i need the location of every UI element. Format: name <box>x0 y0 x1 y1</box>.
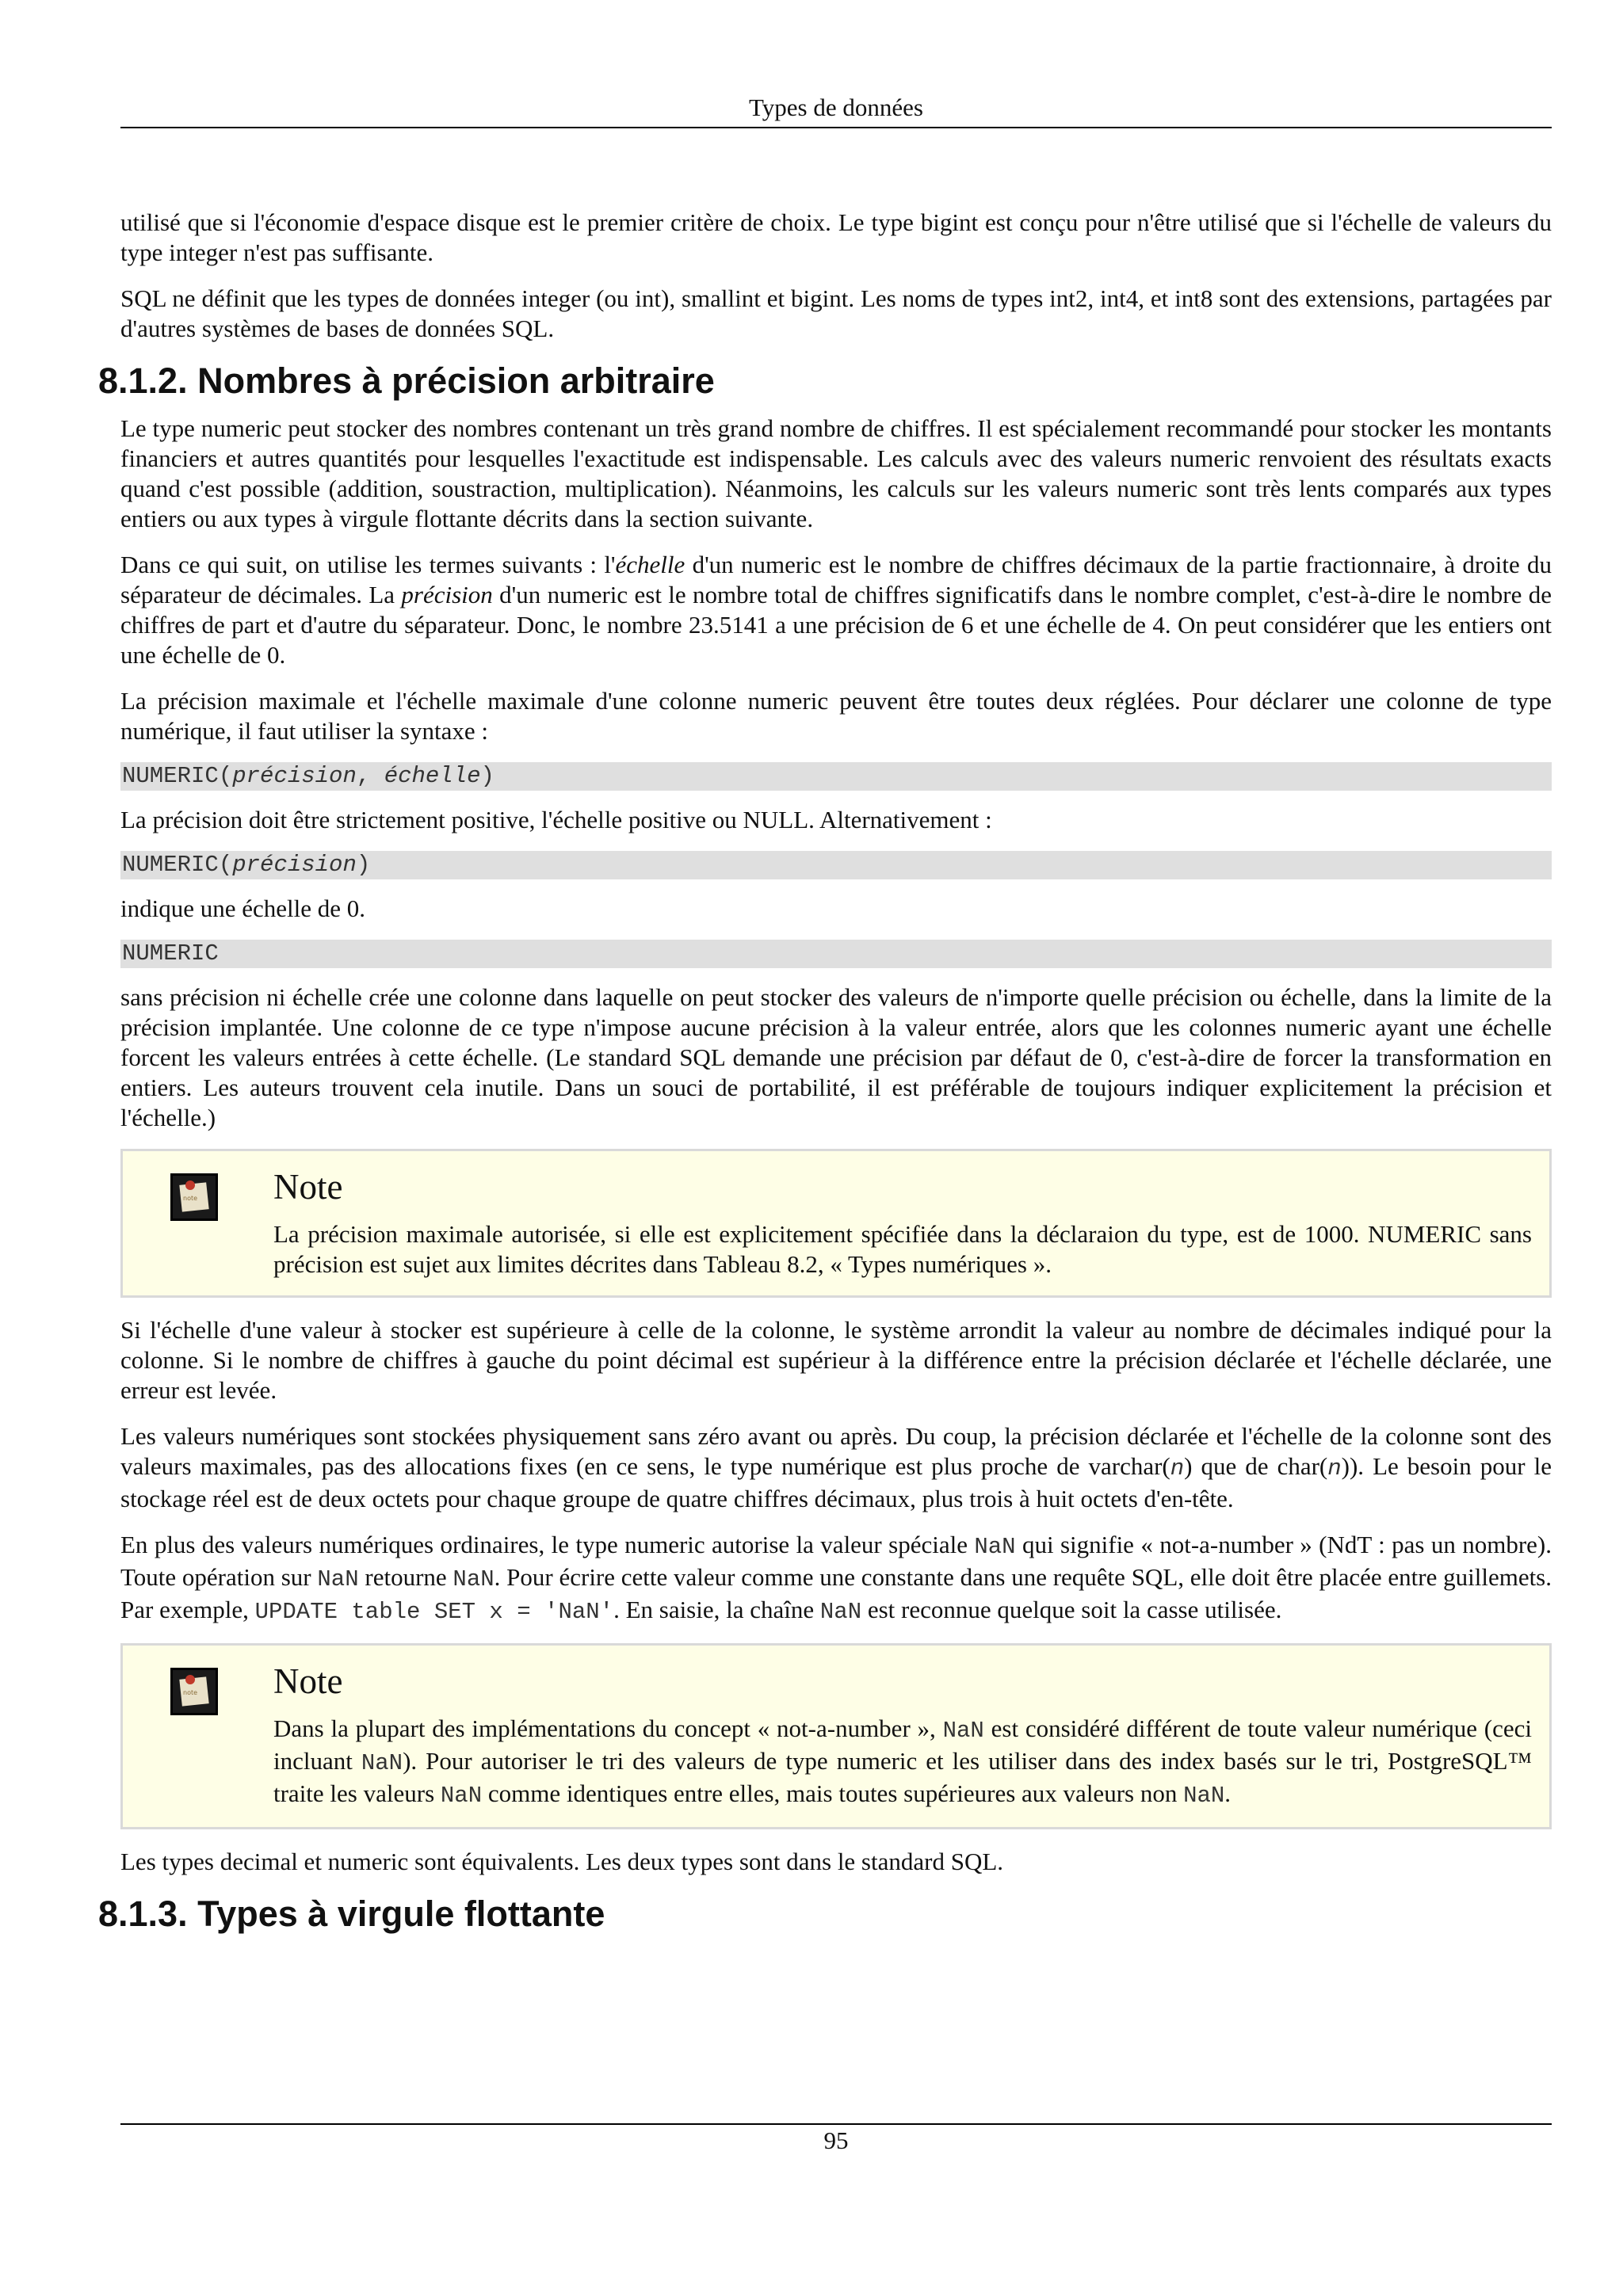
note-body <box>273 1714 1532 1811</box>
text-run: ) que de char( <box>1184 1452 1328 1480</box>
text-run: En plus des valeurs numériques ordinaires, le type numeric autorise la valeur spéciale <box>120 1531 975 1558</box>
syntax-intro-paragraph: La précision maximale et l'échelle maximale d'une colonne numeric peuvent être toutes deux réglées. Pour déclarer une colonne de type numérique, il faut utiliser la syntaxe : <box>120 687 1552 745</box>
note-pin-shape <box>185 1180 195 1190</box>
code-keyword: NUMERIC( <box>122 763 233 789</box>
code-arg-precision: précision <box>232 763 357 789</box>
text-run: qui signifie « not-a-number » (NdT : pas un nombre). Toute opération sur <box>120 1531 1552 1591</box>
text-run: comme identiques entre elles, mais toutes supérieures aux valeurs non <box>482 1779 1184 1807</box>
note-box-nan <box>120 1643 1552 1829</box>
code-arg-precision: précision <box>232 852 357 878</box>
decimal-equivalence-paragraph: Les types decimal et numeric sont équivalents. Les deux types sont dans le standard SQL. <box>120 1848 1004 1875</box>
text-run: Dans la plupart des implémentations du concept « not-a-number », <box>273 1714 943 1742</box>
note-title: Note <box>273 1167 343 1207</box>
text-run: )). Le besoin pour le stockage réel est de deux octets pour chaque groupe de quatre chiffres décimaux, plus trois à huit octets d'en-tête. <box>120 1452 1552 1512</box>
page-content <box>98 208 1552 1947</box>
code-numeric-precision-scale <box>120 762 1552 791</box>
section-heading-8-1-3: 8.1.3. Types à virgule flottante <box>98 1894 605 1934</box>
code-keyword: NUMERIC( <box>122 852 233 878</box>
text-run: d'un numeric est le nombre de chiffres décimaux de la partie fractionnaire, à droite du séparateur de décimales. La <box>120 551 1552 608</box>
param-n: n <box>1327 1455 1342 1482</box>
intro-paragraph-1: utilisé que si l'économie d'espace disque est le premier critère de choix. Le type bigint est conçu pour n'être utilisé que si l'échelle de valeurs du type integer n'est pas suffisante. <box>120 208 1552 266</box>
unconstrained-paragraph: sans précision ni échelle crée une colonne dans laquelle on peut stocker des valeurs de n'importe quelle précision ou échelle, dans la limite de la précision implantée. Une colonne de ce type n'impose aucune précision à la valeur entrée, alors que les colonnes numeric ayant une échelle forcent les valeurs entrées à cette échelle. (Le standard SQL demande une précision par défaut de 0, c'est-à-dire de forcer la transformation en entiers. Les auteurs trouvent cela inutile. Dans un souci de portabilité, il est préférable de toujours indiquer explicitement la précision et l'échelle.) <box>120 983 1552 1131</box>
text-run: . <box>1224 1779 1232 1807</box>
nan-literal: NaN <box>361 1750 403 1776</box>
note-pin-shape <box>185 1675 195 1684</box>
code-numeric-plain: NUMERIC <box>120 940 1552 968</box>
nan-paragraph <box>120 1530 1552 1627</box>
nan-literal: NaN <box>453 1566 495 1592</box>
note-icon <box>170 1173 218 1221</box>
text-run: Les valeurs numériques sont stockées physiquement sans zéro avant ou après. Du coup, la précision déclarée et l'échelle de la colonne sont des valeurs maximales, pas des allocations fixes (en ce sens, le type numérique est plus proche de varchar( <box>120 1422 1552 1480</box>
nan-literal: NaN <box>942 1718 984 1744</box>
precision-rule-paragraph: La précision doit être strictement positive, l'échelle positive ou NULL. Alternativement : <box>120 806 992 833</box>
nan-literal: NaN <box>1183 1783 1225 1809</box>
note-box-max-precision <box>120 1149 1552 1298</box>
note-title: Note <box>273 1661 343 1701</box>
intro-paragraph-2: SQL ne définit que les types de données integer (ou int), smallint et bigint. Les noms de types int2, int4, et int8 sont des extensions, partagées par d'autres systèmes de bases de données SQL. <box>120 284 1552 342</box>
code-close: ) <box>480 763 495 789</box>
nan-literal: NaN <box>974 1534 1016 1560</box>
code-separator: , <box>356 763 384 789</box>
term-precision: précision <box>401 581 493 608</box>
param-n: n <box>1170 1455 1185 1482</box>
note-icon <box>170 1668 218 1715</box>
term-echelle: échelle <box>615 551 685 578</box>
code-arg-scale: échelle <box>384 763 481 789</box>
nan-literal: NaN <box>317 1566 359 1592</box>
text-run: Dans ce qui suit, on utilise les termes suivants : l' <box>120 551 616 578</box>
page-number: 95 <box>823 2126 849 2154</box>
nan-literal: NaN <box>440 1783 483 1809</box>
text-run: . En saisie, la chaîne <box>613 1596 820 1623</box>
update-query-code: UPDATE table SET x = 'NaN' <box>254 1599 614 1625</box>
text-run: d'un numeric est le nombre total de chiffres significatifs dans le nombre complet, c'est-à-dire le nombre de chiffres de part et d'autre du séparateur. Donc, le nombre 23.5141 a une précision de 6 et une échelle de 4. On peut considérer que les entiers ont une échelle de 0. <box>120 581 1552 669</box>
running-header: Types de données <box>120 92 1552 128</box>
text-run: . Pour écrire cette valeur comme une constante dans une requête SQL, elle doit être placée entre guillemets. Par exemple, <box>120 1563 1552 1623</box>
numeric-intro-paragraph: Le type numeric peut stocker des nombres contenant un très grand nombre de chiffres. Il est spécialement recommandé pour stocker les montants financiers et autres quantités pour lesquelles l'exactitude est indispensable. Les calculs avec des valeurs numeric renvoient des résultats exacts quand c'est possible (addition, soustraction, multiplication). Néanmoins, les calculs sur les valeurs numeric sont très lents comparés aux types entiers ou aux types à virgule flottante décrits dans la section suivante. <box>120 414 1552 532</box>
scale-zero-paragraph: indique une échelle de 0. <box>120 894 366 922</box>
text-run: est reconnue quelque soit la casse utilisée. <box>861 1596 1282 1623</box>
note-body: La précision maximale autorisée, si elle est explicitement spécifiée dans la déclaraion du type, est de 1000. NUMERIC sans précision est sujet aux limites décrites dans Tableau 8.2, « Types numériques ». <box>273 1220 1532 1278</box>
section-heading-8-1-2: 8.1.2. Nombres à précision arbitraire <box>98 360 715 401</box>
nan-literal: NaN <box>819 1599 862 1625</box>
code-close: ) <box>356 852 371 878</box>
code-numeric-precision <box>120 851 1552 879</box>
note-icon-label: note <box>183 1689 198 1696</box>
text-run: ). Pour autoriser le tri des valeurs de type numeric et les utiliser dans des index basés sur le tri, PostgreSQL™ traite les valeurs <box>273 1747 1532 1807</box>
storage-paragraph <box>120 1421 1552 1514</box>
terms-paragraph <box>120 550 1552 670</box>
text-run: retourne <box>358 1563 453 1591</box>
rounding-paragraph: Si l'échelle d'une valeur à stocker est supérieure à celle de la colonne, le système arrondit la valeur au nombre de décimales indiqué pour la colonne. Si le nombre de chiffres à gauche du point décimal est supérieur à la différence entre la précision déclarée et l'échelle déclarée, une erreur est levée. <box>120 1316 1552 1404</box>
note-icon-label: note <box>183 1195 198 1202</box>
text-run: est considéré différent de toute valeur numérique (ceci incluant <box>273 1714 1532 1775</box>
